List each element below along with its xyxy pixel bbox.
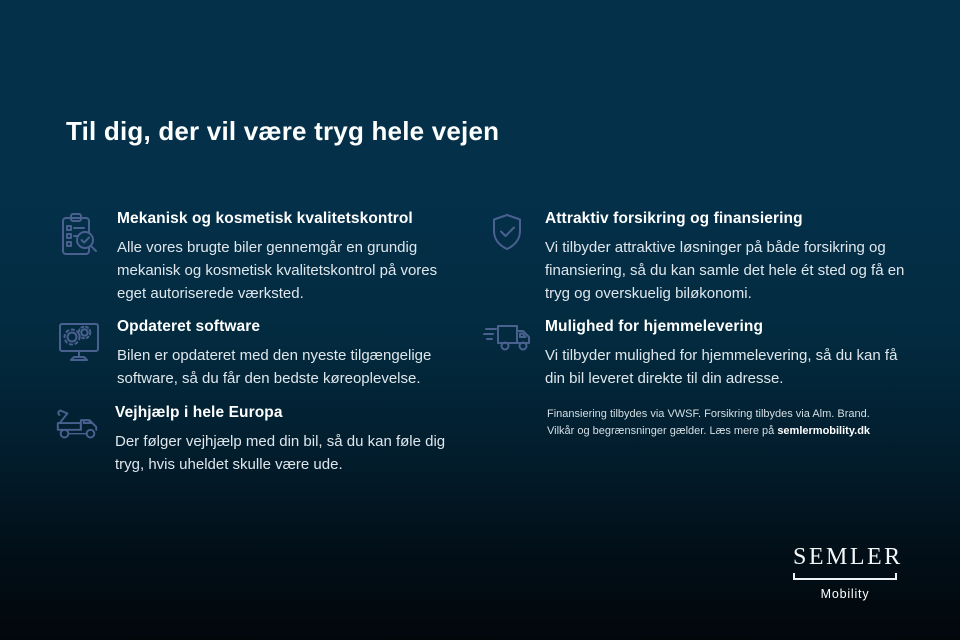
feature-updated-software bbox=[54, 318, 453, 390]
feature-home-delivery bbox=[482, 318, 909, 390]
feature-heading: Attraktiv forsikring og finansiering bbox=[545, 210, 803, 227]
feature-body: Vi tilbyder mulighed for hjemmelevering, så du kan få din bil leveret direkte til din adresse. bbox=[545, 347, 898, 387]
semler-mobility-logo bbox=[793, 544, 903, 601]
feature-body: Der følger vejhjælp med din bil, så du kan føle dig tryg, hvis uheldet skulle være ude. bbox=[115, 433, 446, 473]
clipboard-check-search-icon bbox=[54, 210, 104, 305]
tow-truck-icon bbox=[52, 404, 102, 476]
logo-underline bbox=[793, 573, 897, 580]
feature-heading: Mekanisk og kosmetisk kvalitetskontrol bbox=[117, 210, 413, 227]
feature-insurance-financing bbox=[482, 210, 909, 305]
logo-brand-text: SEMLER bbox=[793, 544, 903, 570]
disclaimer-website-link: semlermobility.dk bbox=[777, 424, 871, 437]
feature-heading: Mulighed for hjemmelevering bbox=[545, 318, 764, 335]
monitor-gears-icon bbox=[54, 318, 104, 390]
feature-heading: Vejhjælp i hele Europa bbox=[115, 404, 283, 421]
page-title: Til dig, der vil være tryg hele vejen bbox=[66, 116, 500, 146]
feature-body: Vi tilbyder attraktive løsninger på både forsikring og finansiering, så du kan samle det hele ét sted og få en tryg og overskuelig biløkonomi. bbox=[545, 239, 905, 302]
feature-text bbox=[117, 318, 453, 390]
feature-roadside-assistance bbox=[52, 404, 451, 476]
shield-check-icon bbox=[482, 210, 532, 305]
feature-heading: Opdateret software bbox=[117, 318, 261, 335]
feature-text bbox=[545, 318, 909, 390]
feature-text bbox=[117, 210, 453, 305]
disclaimer-text bbox=[547, 406, 887, 439]
logo-subtitle-text: Mobility bbox=[820, 587, 870, 601]
feature-body: Bilen er opdateret med den nyeste tilgængelige software, så du får den bedste køreoplevelse. bbox=[117, 347, 432, 387]
feature-body: Alle vores brugte biler gennemgår en grundig mekanisk og kosmetisk kvalitetskontrol på vores eget autoriserede værksted. bbox=[117, 239, 438, 302]
delivery-truck-icon bbox=[482, 318, 532, 390]
feature-text bbox=[545, 210, 909, 305]
disclaimer-line1: Finansiering tilbydes via VWSF. Forsikring tilbydes via Alm. Brand. bbox=[547, 408, 870, 420]
feature-quality-control bbox=[54, 210, 453, 305]
feature-text bbox=[115, 404, 451, 476]
disclaimer-line2: Vilkår og begrænsninger gælder. Læs mere på bbox=[547, 424, 778, 437]
